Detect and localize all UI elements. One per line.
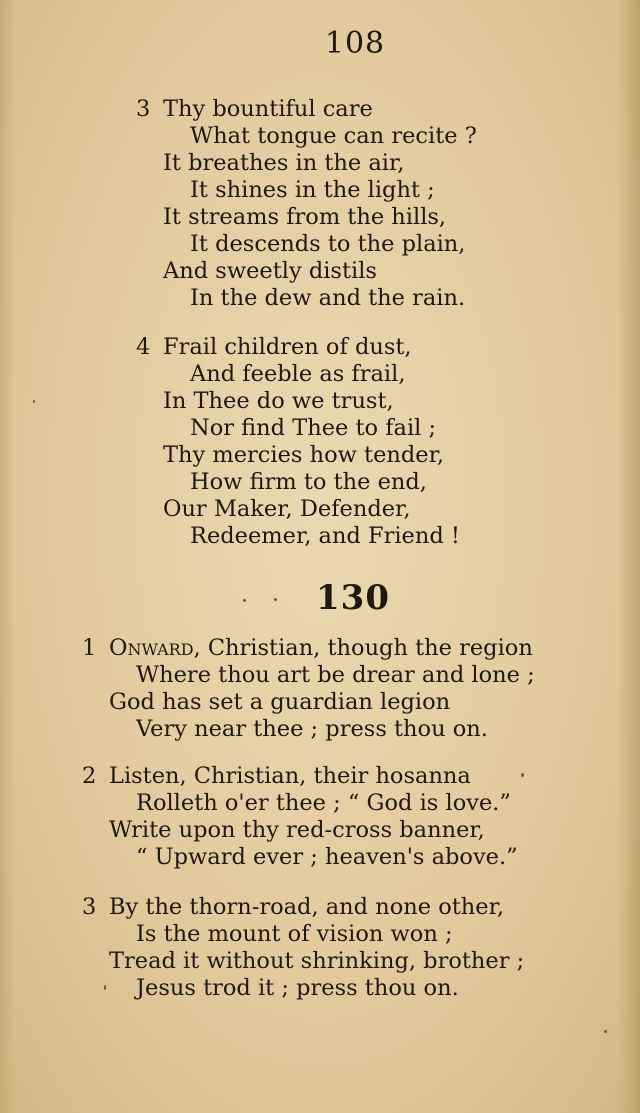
page-number: 108 xyxy=(324,26,386,61)
verse-line: Jesus trod it ; press thou on. xyxy=(136,975,459,1001)
ink-speck xyxy=(243,599,246,602)
first-line-rest: , Christian, though the region xyxy=(193,635,533,661)
verse-line: In Thee do we trust, xyxy=(163,388,394,414)
stanza-number: 2 xyxy=(82,763,97,789)
verse-line: Frail children of dust, xyxy=(163,334,412,360)
ink-speck xyxy=(521,773,524,777)
verse-line: God has set a guardian legion xyxy=(109,689,451,715)
verse-line: And feeble as frail, xyxy=(190,361,406,387)
verse-line: Our Maker, Defender, xyxy=(163,496,411,522)
verse-line: Is the mount of vision won ; xyxy=(136,921,453,947)
verse-line: Rolleth o'er thee ; “ God is love.” xyxy=(136,790,511,816)
verse-line: What tongue can recite ? xyxy=(190,123,477,149)
ink-speck xyxy=(33,400,35,403)
stanza-number: 4 xyxy=(136,334,151,360)
hymn-number: 130 xyxy=(316,578,390,618)
verse-line: Listen, Christian, their hosanna xyxy=(109,763,471,789)
ink-speck xyxy=(604,1030,607,1033)
verse-line: Redeemer, and Friend ! xyxy=(190,523,460,549)
page-edge-shadow-left xyxy=(0,0,14,1113)
stanza-number: 3 xyxy=(82,894,97,920)
verse-line: Very near thee ; press thou on. xyxy=(136,716,488,742)
stanza-number: 1 xyxy=(82,635,97,661)
verse-line: Tread it without shrinking, brother ; xyxy=(109,948,525,974)
verse-line: It streams from the hills, xyxy=(163,204,447,230)
verse-line: In the dew and the rain. xyxy=(190,285,466,311)
ink-speck xyxy=(104,985,106,990)
verse-line: Thy mercies how tender, xyxy=(163,442,445,468)
verse-line xyxy=(109,637,533,660)
verse-line: By the thorn-road, and none other, xyxy=(109,894,505,920)
verse-line: “ Upward ever ; heaven's above.” xyxy=(136,844,518,870)
verse-line: Write upon thy red-cross banner, xyxy=(109,817,485,843)
verse-line: It descends to the plain, xyxy=(190,231,466,257)
verse-line: Nor find Thee to fail ; xyxy=(190,415,437,441)
page-edge-shadow-right xyxy=(618,0,640,1113)
verse-line: It breathes in the air, xyxy=(163,150,405,176)
verse-line: And sweetly distils xyxy=(163,258,377,284)
stanza-number: 3 xyxy=(136,96,151,122)
ink-speck xyxy=(274,598,277,601)
verse-line: Thy bountiful care xyxy=(163,96,373,122)
verse-line: How firm to the end, xyxy=(190,469,427,495)
verse-line: Where thou art be drear and lone ; xyxy=(136,662,535,688)
first-word: Onward xyxy=(109,635,194,661)
verse-line: It shines in the light ; xyxy=(190,177,435,203)
